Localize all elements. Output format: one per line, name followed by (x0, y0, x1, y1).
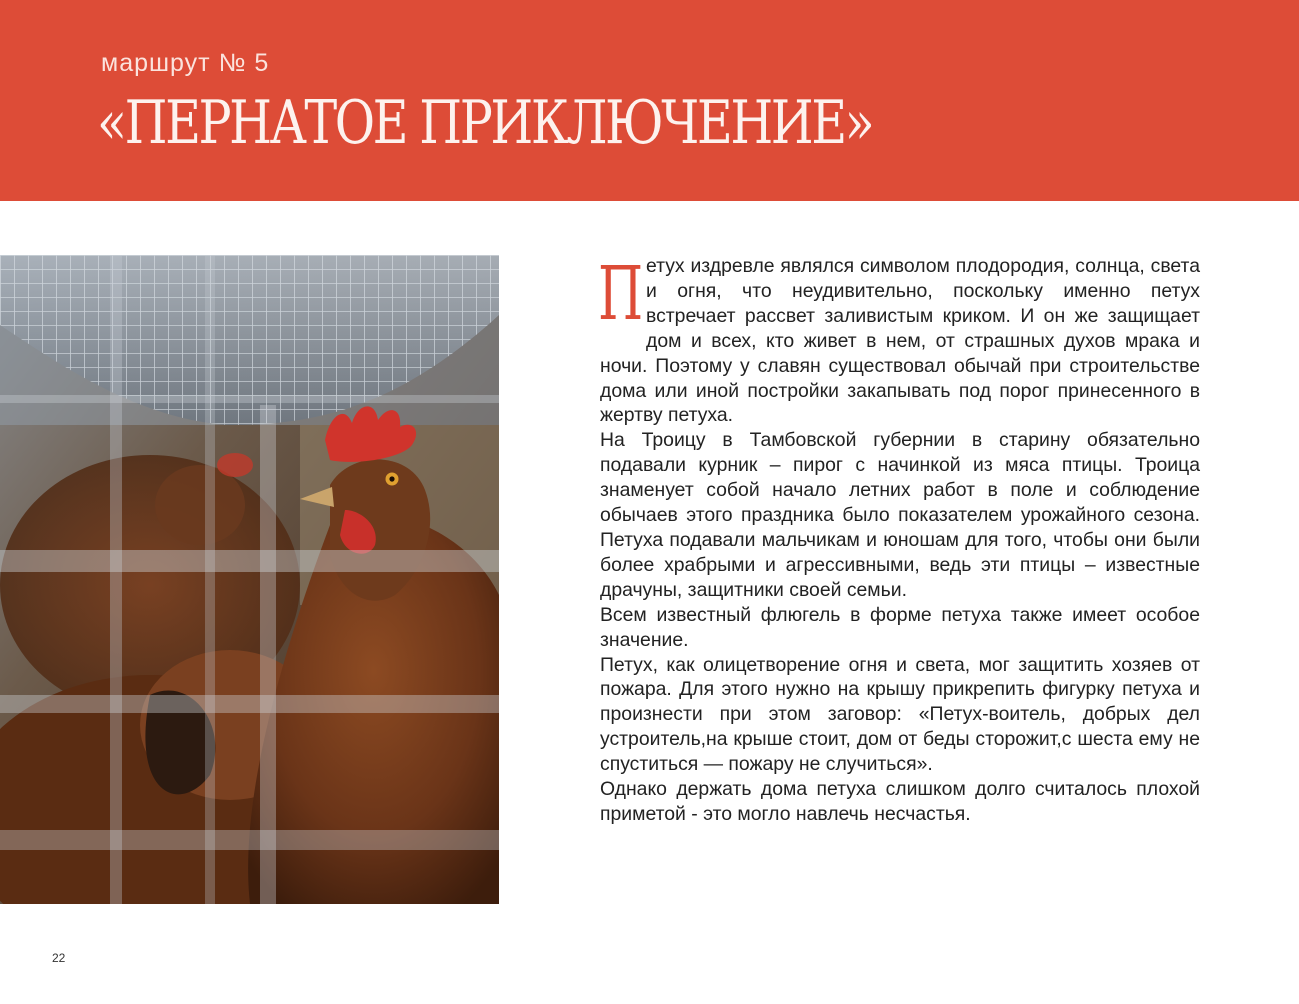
header-band (0, 0, 1299, 201)
rooster-photo (0, 255, 499, 904)
drop-cap: П (598, 251, 644, 337)
article-paragraph: Всем известный флюгель в форме петуха также имеет особое значение. (600, 603, 1200, 651)
article-paragraph: Однако держать дома петуха слишком долго считалось плохой приметой - это могло навлечь несчастья. (600, 778, 1200, 825)
page-title: «ПЕРНАТОЕ ПРИКЛЮЧЕНИЕ» (97, 88, 873, 158)
page-number: 22 (52, 951, 66, 965)
article-paragraph: На Троицу в Тамбовской губернии в старину обязательно подавали курник – пирог с начинкой из мяса птицы. Троица знаменует собой начало летних работ в поле и соблюдение обычаев этого праздника было показателем урожайного сезона. Петуха подавали мальчикам и юношам для того, чтобы они были более храбрыми и агрессивными, ведь эти птицы – известные драчуны, защитники своей семьи. (600, 429, 1200, 601)
paragraph-text: етух издревле являлся символом плодородия, солнца, света и огня, что неудивительно, поскольку именно петух встречает рассвет заливистым криком. И он же защищает дом и всех, кто живет в нем, от страшных духов мрака и ночи. Поэтому у славян существовал обычай при строительстве дома или иной постройки закапывать под порог принесенного в жертву петуха. (600, 255, 1200, 427)
article-body (598, 251, 1200, 827)
article-paragraph: Петух, как олицетворение огня и света, мог защитить хозяев от пожара. Для этого нужно на крышу прикрепить фигурку петуха и произнести при этом заговор: «Петух-воитель, добрых дел устроитель,на крыше стоит, дом от беды сторожит,с шеста ему не спуститься — пожару не случиться». (600, 653, 1200, 776)
route-label: маршрут № 5 (101, 49, 270, 77)
article-paragraph (598, 251, 1200, 428)
